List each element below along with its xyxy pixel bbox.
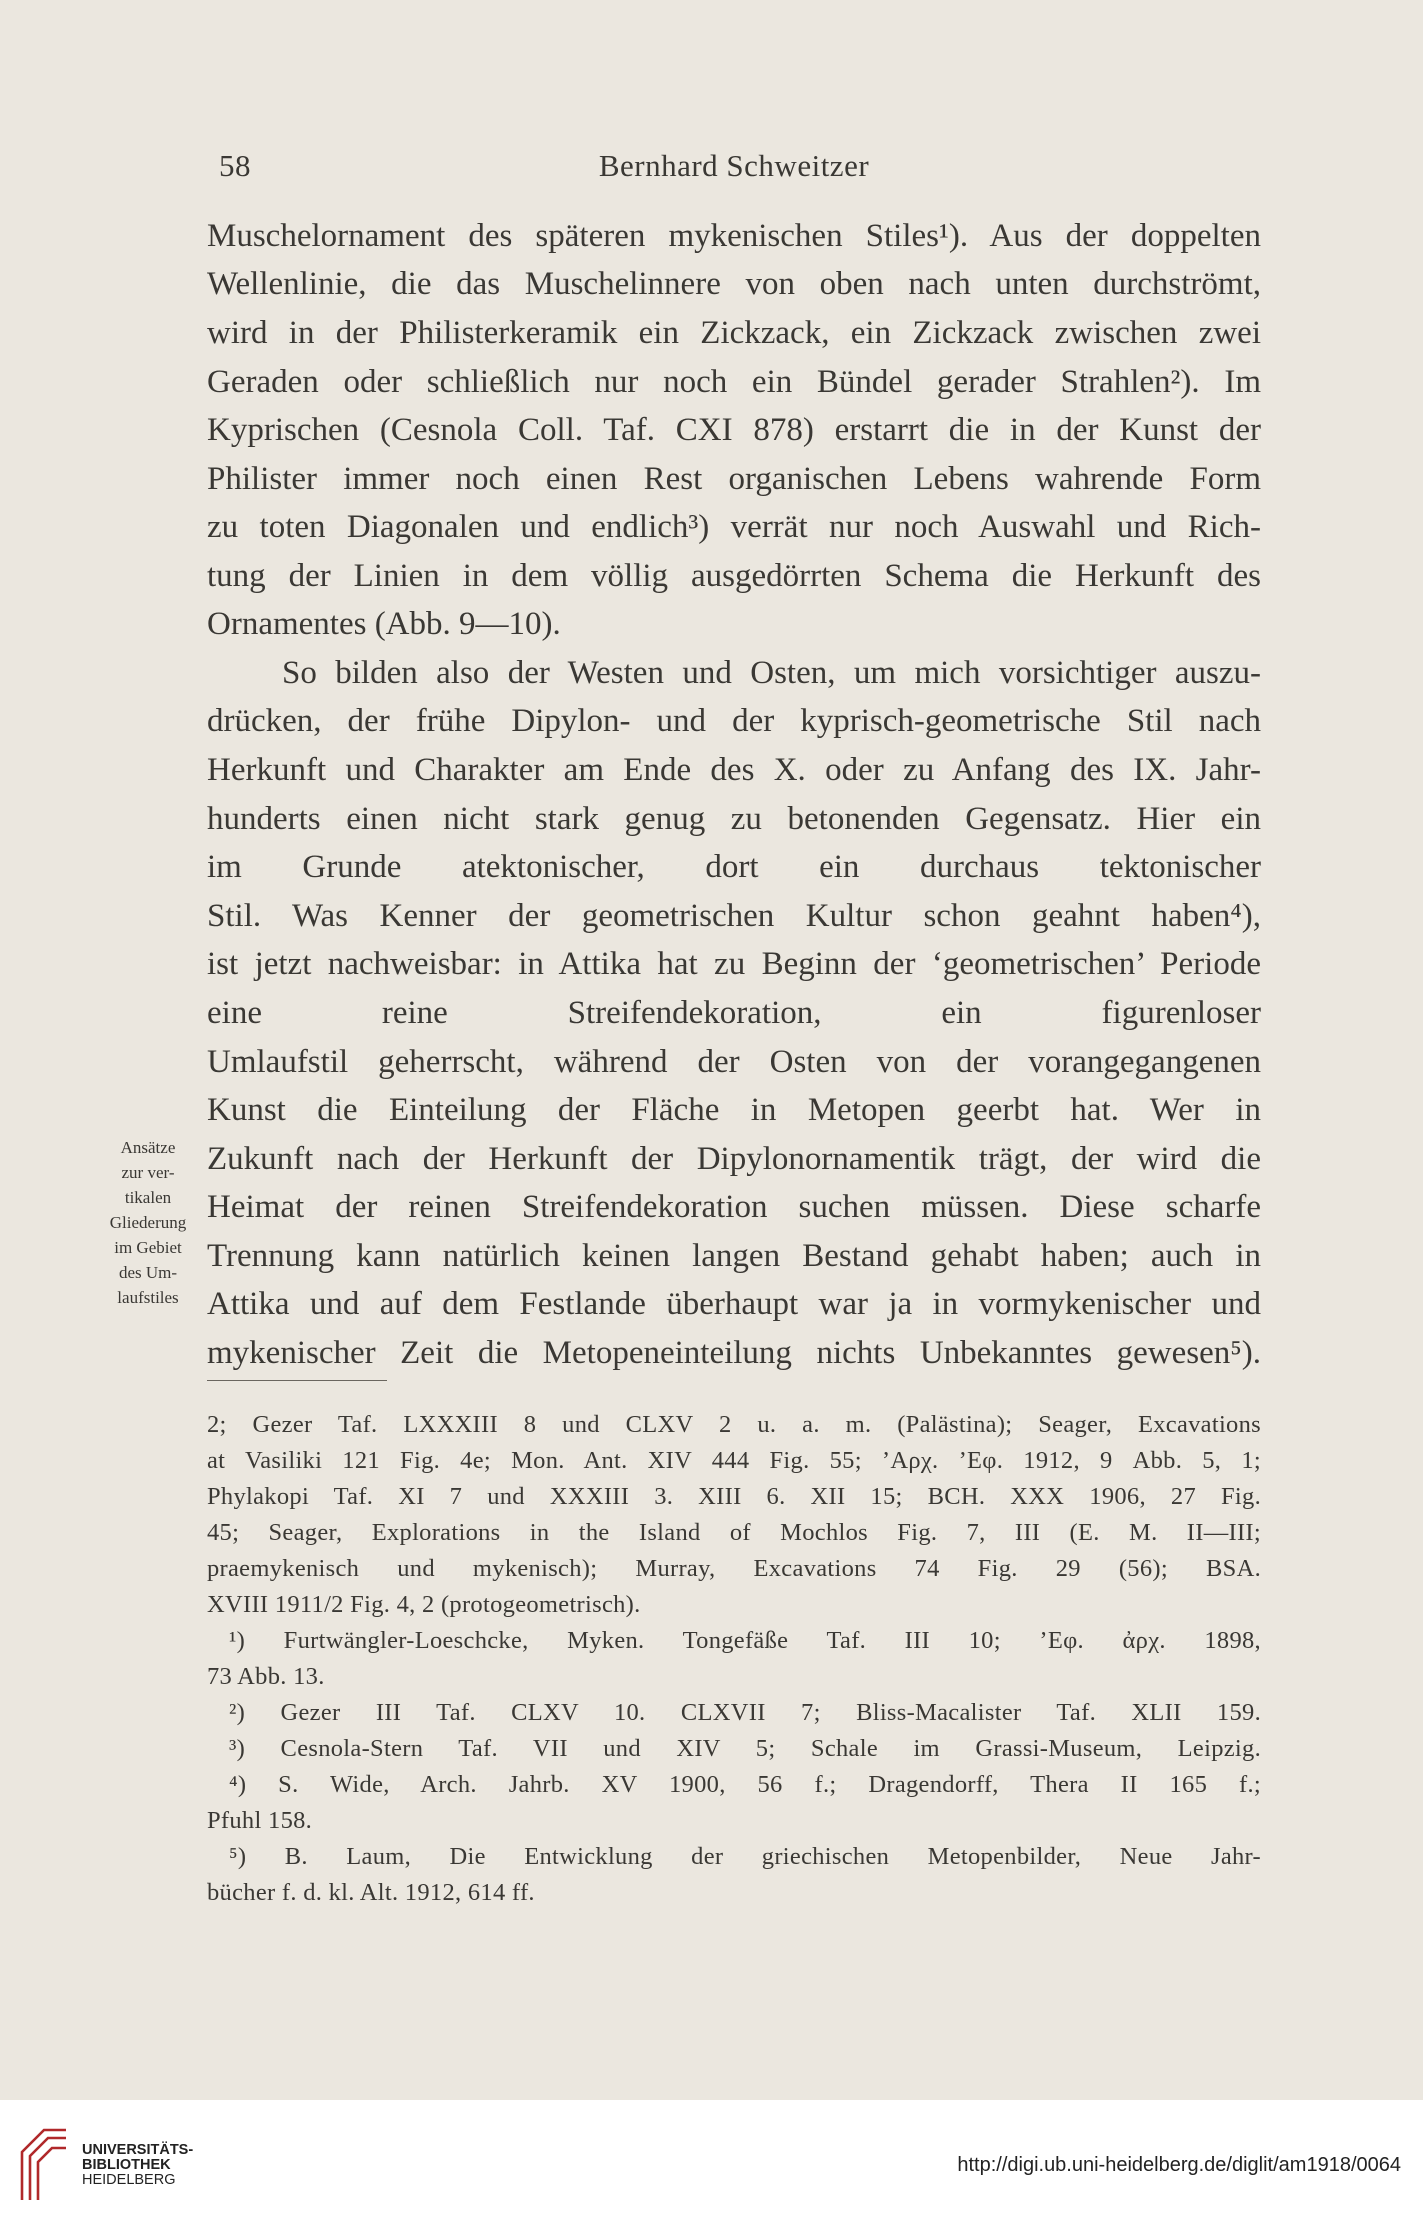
footnote-line: Pfuhl 158. xyxy=(207,1807,313,1834)
footnote-line: bücher f. d. kl. Alt. 1912, 614 ff. xyxy=(207,1879,535,1906)
body-line: eine reine Streifendekoration, ein figurenloser xyxy=(207,995,1261,1031)
body-line: im Grunde atektonischer, dort ein durchaus tektonischer xyxy=(207,849,1261,885)
margin-note-line: im Gebiet xyxy=(114,1238,182,1257)
logo-line: UNIVERSITÄTS- xyxy=(82,2142,194,2158)
body-line: Trennung kann natürlich keinen langen Bestand gehabt haben; auch in xyxy=(207,1238,1261,1274)
footnote-line: ⁵) B. Laum, Die Entwicklung der griechischen Metopenbilder, Neue Jahr- xyxy=(229,1843,1261,1870)
margin-note-line: laufstiles xyxy=(117,1288,179,1307)
footnote-line: 73 Abb. 13. xyxy=(207,1663,325,1690)
footnote-line: ⁴) S. Wide, Arch. Jahrb. XV 1900, 56 f.; Dragendorff, Thera II 165 f.; xyxy=(229,1771,1261,1798)
library-logo-icon xyxy=(16,2122,70,2202)
footnote-separator xyxy=(207,1380,387,1381)
body-line: Geraden oder schließlich nur noch ein Bündel gerader Strahlen²). Im xyxy=(207,364,1261,400)
footnote-line: at Vasiliki 121 Fig. 4e; Mon. Ant. XIV 444 Fig. 55; ’Αρχ. ’Εφ. 1912, 9 Abb. 5, 1; xyxy=(207,1447,1261,1474)
page-header xyxy=(207,148,1261,192)
margin-note xyxy=(84,1135,212,1310)
body-line: Muschelornament des späteren mykenischen Stiles¹). Aus der doppelten xyxy=(207,218,1261,254)
source-url-link[interactable]: http://digi.ub.uni-heidelberg.de/diglit/am1918/0064 xyxy=(957,2154,1401,2176)
body-line: mykenischer Zeit die Metopeneinteilung nichts Unbekanntes gewesen⁵). xyxy=(207,1335,1261,1371)
page-number: 58 xyxy=(219,148,251,183)
margin-note-line: Gliederung xyxy=(109,1213,187,1232)
footnote-line: ³) Cesnola-Stern Taf. VII und XIV 5; Schale im Grassi-Museum, Leipzig. xyxy=(229,1735,1261,1762)
logo-line: BIBLIOTHEK xyxy=(82,2157,171,2173)
body-line: Umlaufstil geherrscht, während der Osten von der vorangegangenen xyxy=(207,1044,1261,1080)
footnote-line: praemykenisch und mykenisch); Murray, Excavations 74 Fig. 29 (56); BSA. xyxy=(207,1555,1261,1582)
margin-note-line: tikalen xyxy=(124,1188,172,1207)
body-line: Heimat der reinen Streifendekoration suchen müssen. Diese scharfe xyxy=(207,1189,1261,1225)
body-line: drücken, der frühe Dipylon- und der kyprisch-geometrische Stil nach xyxy=(207,703,1261,739)
margin-note-line: des Um- xyxy=(118,1263,178,1282)
body-line: Herkunft und Charakter am Ende des X. oder zu Anfang des IX. Jahr- xyxy=(207,752,1261,788)
logo-line: HEIDELBERG xyxy=(82,2172,176,2188)
margin-note-line: Ansätze xyxy=(120,1138,176,1157)
body-line: hunderts einen nicht stark genug zu betonenden Gegensatz. Hier ein xyxy=(207,801,1261,837)
footnote-line: ²) Gezer III Taf. CLXV 10. CLXVII 7; Bliss-Macalister Taf. XLII 159. xyxy=(229,1699,1261,1726)
running-head: Bernhard Schweitzer xyxy=(598,148,870,183)
body-line: Kyprischen (Cesnola Coll. Taf. CXI 878) erstarrt die in der Kunst der xyxy=(207,412,1261,448)
library-logo-text xyxy=(82,2143,193,2188)
footnote-line: Phylakopi Taf. XI 7 und XXXIII 3. XIII 6. XII 15; BCH. XXX 1906, 27 Fig. xyxy=(207,1483,1261,1510)
margin-note-line: zur ver- xyxy=(121,1163,175,1182)
body-line: Attika und auf dem Festlande überhaupt war ja in vormykenischer und xyxy=(207,1286,1261,1322)
body-line: Ornamentes (Abb. 9—10). xyxy=(207,606,561,642)
body-line: Kunst die Einteilung der Fläche in Metopen geerbt hat. Wer in xyxy=(207,1092,1261,1128)
footnote-line: ¹) Furtwängler-Loeschcke, Myken. Tongefäße Taf. III 10; ’Εφ. ἀρχ. 1898, xyxy=(229,1627,1261,1654)
body-line: So bilden also der Westen und Osten, um mich vorsichtiger auszu- xyxy=(282,655,1261,691)
footnote-line: 2; Gezer Taf. LXXXIII 8 und CLXV 2 u. a. m. (Palästina); Seager, Excavations xyxy=(207,1411,1261,1438)
footnote-line: 45; Seager, Explorations in the Island of Mochlos Fig. 7, III (E. M. II—III; xyxy=(207,1519,1261,1546)
body-line: Stil. Was Kenner der geometrischen Kultur schon geahnt haben⁴), xyxy=(207,898,1261,934)
body-line: wird in der Philisterkeramik ein Zickzack, ein Zickzack zwischen zwei xyxy=(207,315,1261,351)
viewer-footer xyxy=(0,2100,1423,2228)
body-line: zu toten Diagonalen und endlich³) verrät nur noch Auswahl und Rich- xyxy=(207,509,1261,545)
footnote-line: XVIII 1911/2 Fig. 4, 2 (protogeometrisch). xyxy=(207,1591,641,1618)
body-line: Philister immer noch einen Rest organischen Lebens wahrende Form xyxy=(207,461,1261,497)
body-line: tung der Linien in dem völlig ausgedörrten Schema die Herkunft des xyxy=(207,558,1261,594)
body-line: ist jetzt nachweisbar: in Attika hat zu Beginn der ‘geometrischen’ Periode xyxy=(207,946,1261,982)
body-line: Wellenlinie, die das Muschelinnere von oben nach unten durchströmt, xyxy=(207,266,1261,302)
body-line: Zukunft nach der Herkunft der Dipylonornamentik trägt, der wird die xyxy=(207,1141,1261,1177)
